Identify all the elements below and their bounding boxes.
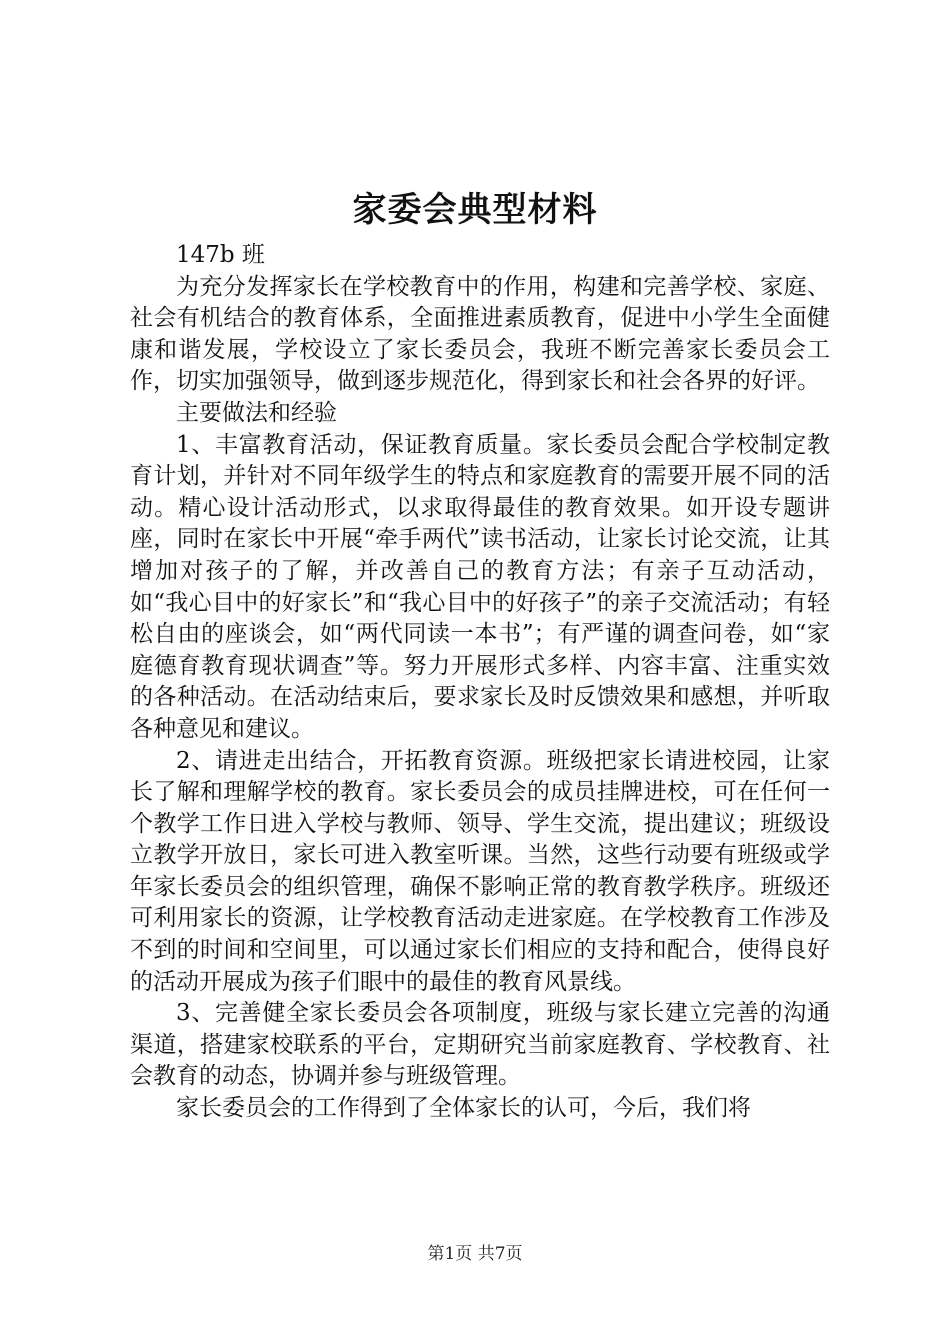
class-label: 147b 班 xyxy=(176,242,265,268)
paragraph-item-3: 3、完善健全家长委员会各项制度，班级与家长建立完善的沟通渠道，搭建家校联系的平台，定期研究当前家庭教育、学校教育、社会教育的动态，协调并参与班级管理。 xyxy=(130,1000,830,1090)
intro-paragraph: 为充分发挥家长在学校教育中的作用，构建和完善学校、家庭、社会有机结合的教育体系，全面推进素质教育，促进中小学生全面健康和谐发展，学校设立了家长委员会，我班不断完善家长委员会工作，切实加强领导，做到逐步规范化，得到家长和社会各界的好评。 xyxy=(130,273,830,395)
paragraph-item-2: 2、请进走出结合，开拓教育资源。班级把家长请进校园，让家长了解和理解学校的教育。家长委员会的成员挂牌进校，可在任何一个教学工作日进入学校与教师、领导、学生交流，提出建议；班级设立教学开放日，家长可进入教室听课。当然，这些行动要有班级或学年家长委员会的组织管理，确保不影响正常的教育教学秩序。班级还可利用家长的资源，让学校教育活动走进家庭。在学校教育工作涉及不到的时间和空间里，可以通过家长们相应的支持和配合，使得良好的活动开展成为孩子们眼中的最佳的教育风景线。 xyxy=(130,747,830,995)
closing-paragraph: 家长委员会的工作得到了全体家长的认可，今后，我们将 xyxy=(176,1095,751,1122)
paragraph-item-1: 1、丰富教育活动，保证教育质量。家长委员会配合学校制定教育计划，并针对不同年级学生的特点和家庭教育的需要开展不同的活动。精心设计活动形式，以求取得最佳的教育效果。如开设专题讲座，同时在家长中开展“牵手两代”读书活动，让家长讨论交流，让其增加对孩子的了解，并改善自己的教育方法；有亲子互动活动，如“我心目中的好家长”和“我心目中的好孩子”的亲子交流活动；有轻松自由的座谈会，如“两代同读一本书”；有严谨的调查问卷，如“家庭德育教育现状调查”等。努力开展形式多样、内容丰富、注重实效的各种活动。在活动结束后，要求家长及时反馈效果和感想，并听取各种意见和建议。 xyxy=(130,431,830,742)
document-body xyxy=(130,240,830,1125)
section-heading: 主要做法和经验 xyxy=(176,399,337,426)
page-number: 第1页 共7页 xyxy=(427,1244,523,1264)
document-title: 家委会典型材料 xyxy=(352,190,598,230)
